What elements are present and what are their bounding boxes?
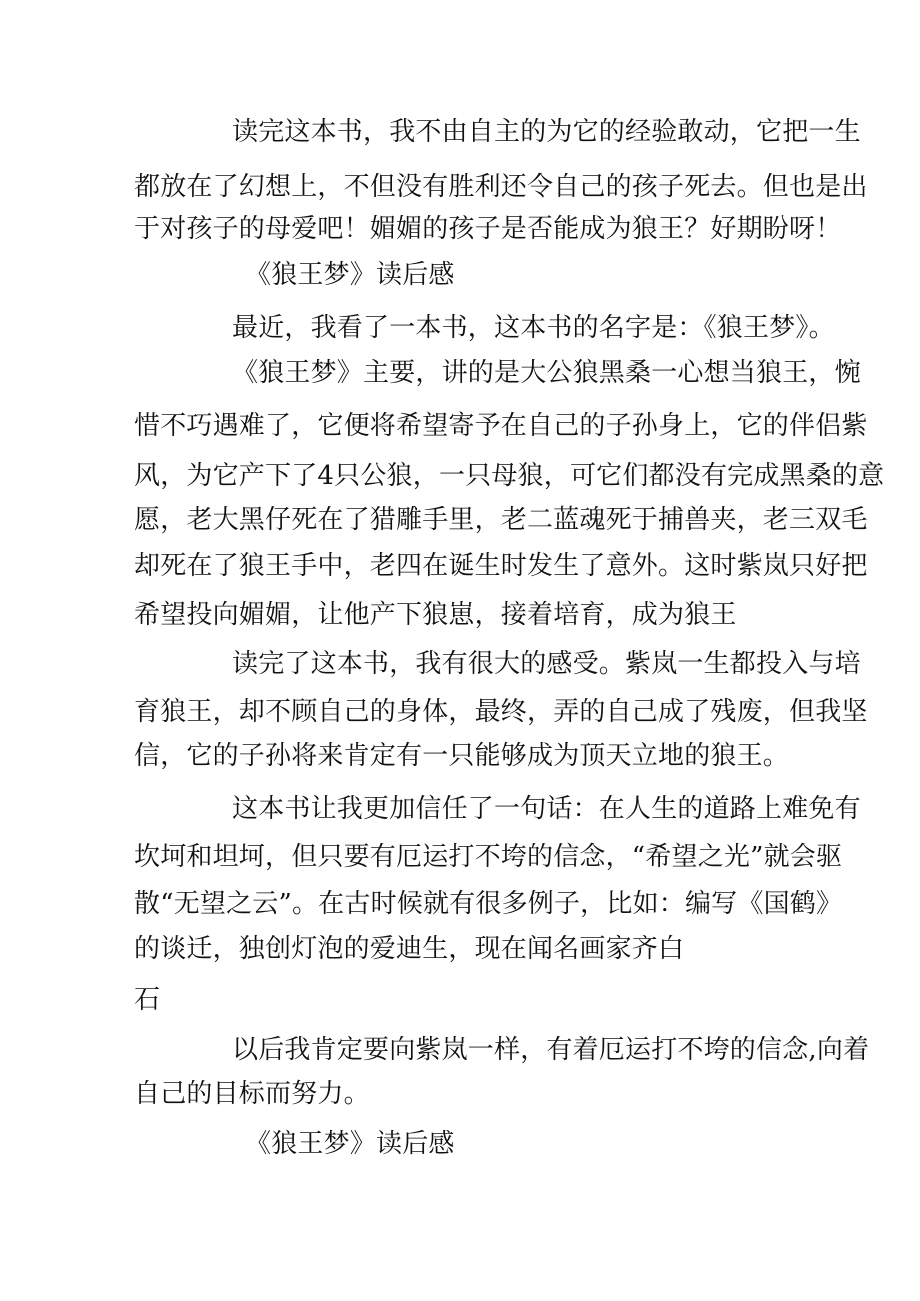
text-line: 都放在了幻想上，不但没有胜利还令自己的孩子死去。但也是出: [134, 172, 868, 202]
text-line: 惜不巧遇难了，它便将希望寄予在自己的子孙身上，它的伴侣紫: [134, 411, 868, 441]
text-line: 愿，老大黑仔死在了猎雕手里，老二蓝魂死于捕兽夹，老三双毛: [134, 505, 868, 535]
text-line: 的谈迁，独创灯泡的爱迪生，现在闻名画家齐白: [134, 934, 685, 964]
text-line: 最近，我看了一本书，这本书的名字是：《狼王梦》。: [232, 313, 835, 343]
text-line: 希望投向媚媚，让他产下狼崽，接着培育，成为狼王: [134, 600, 737, 630]
text-line: 坎坷和坦坷，但只要有厄运打不垮的信念，“希望之光”就会驱: [134, 842, 843, 872]
text-line: 散“无望之云”。在古时候就有很多例子，比如：编写《国鹤》: [134, 889, 843, 919]
section-title: 《狼王梦》读后感: [245, 1129, 455, 1159]
text-line: 自己的目标而努力。: [134, 1079, 370, 1109]
text-line: 读完了这本书，我有很大的感受。紫岚一生都投入与培: [232, 649, 861, 679]
text-line: 风，为它产下了4只公狼，一只母狼，可它们都没有完成黑桑的意: [134, 461, 885, 491]
text-line: 石: [134, 985, 161, 1015]
text-line: 却死在了狼王手中，老四在诞生时发生了意外。这时紫岚只好把: [134, 551, 868, 581]
text-line: 于对孩子的母爱吧！媚媚的孩子是否能成为狼王？好期盼呀！: [134, 214, 842, 244]
text-line: 读完这本书，我不由自主的为它的经验敢动，它把一生: [232, 117, 861, 147]
text-line: 这本书让我更加信任了一句话：在人生的道路上难免有: [232, 794, 861, 824]
text-line: 育狼王，却不顾自己的身体，最终，弄的自己成了残废，但我坚: [134, 697, 868, 727]
text-line: 信，它的子孙将来肯定有一只能够成为顶天立地的狼王。: [134, 741, 790, 771]
text-line: 《狼王梦》主要，讲的是大公狼黑桑一心想当狼王，惋: [232, 358, 861, 388]
section-title: 《狼王梦》读后感: [245, 260, 455, 290]
text-line: 以后我肯定要向紫岚一样，有着厄运打不垮的信念,向着: [232, 1035, 870, 1065]
